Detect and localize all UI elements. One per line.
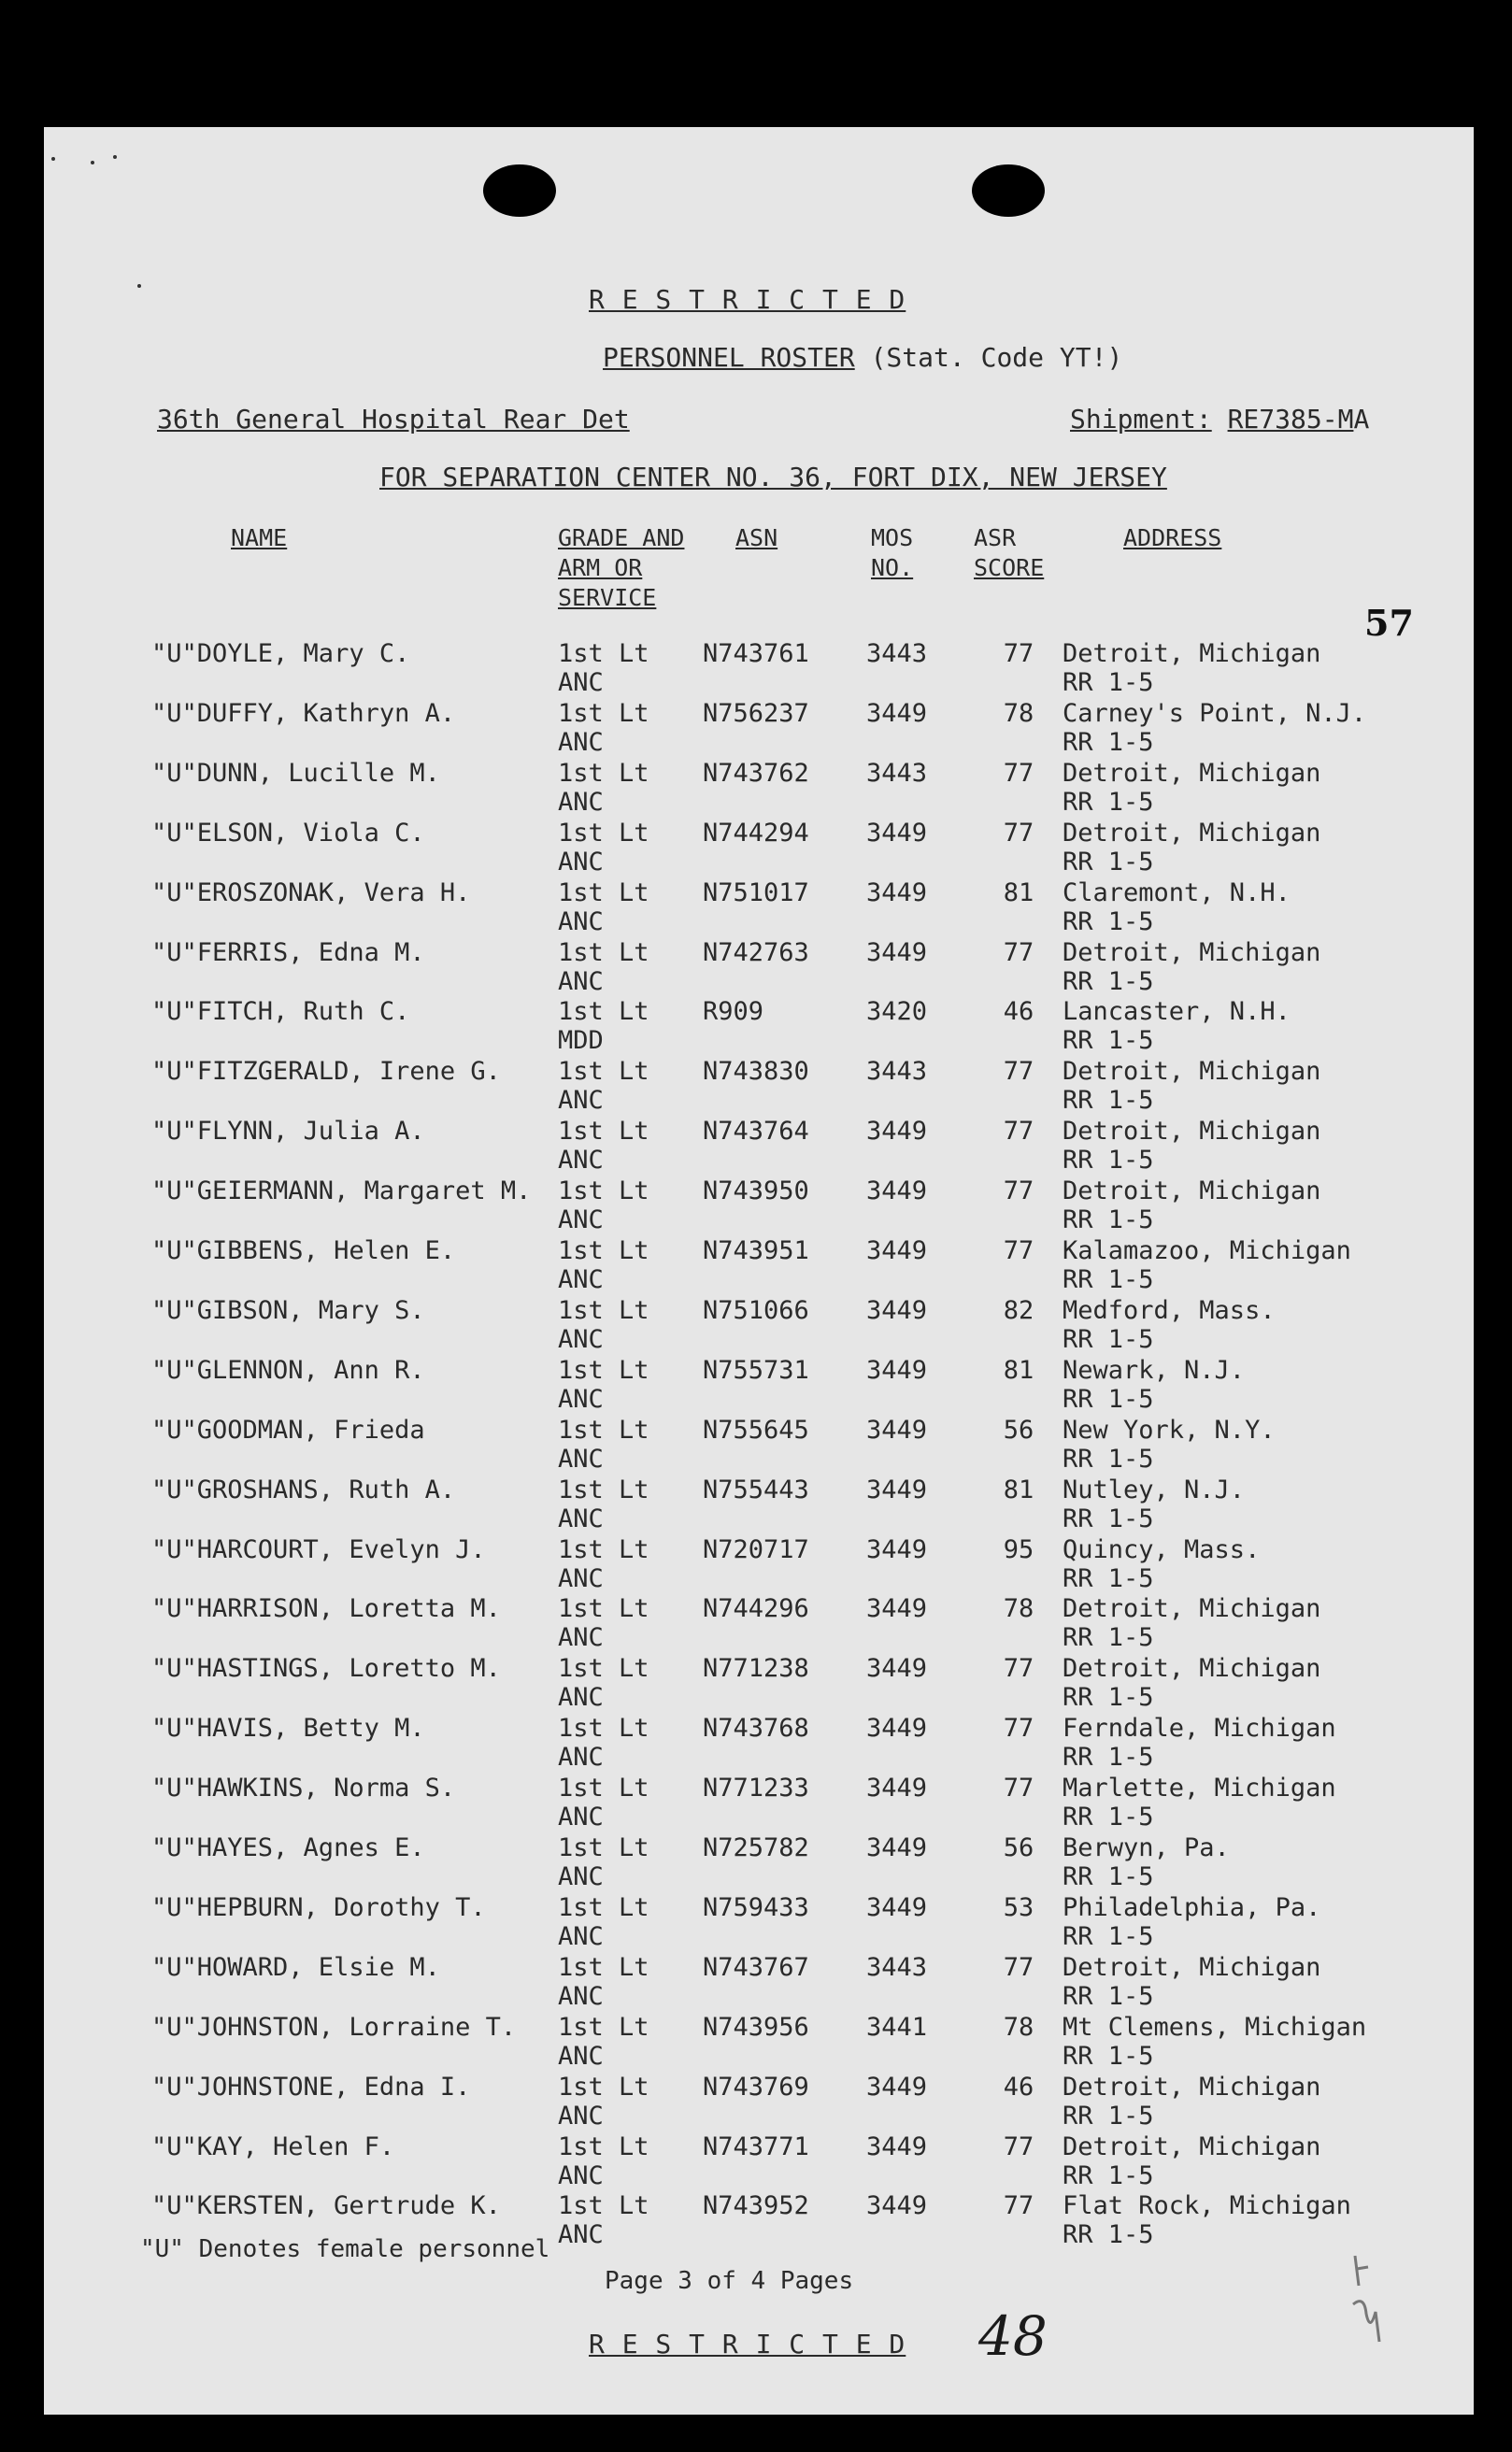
- person-name: "U"HAVIS, Betty M.: [151, 1714, 425, 1744]
- grade: 1st Lt: [558, 2012, 649, 2042]
- grade: 1st Lt: [558, 1475, 649, 1504]
- speck: [51, 157, 55, 161]
- table-row: [44, 2013, 1474, 2073]
- asn: N756237: [703, 698, 809, 728]
- asn: N743950: [703, 1176, 809, 1206]
- grade: 1st Lt: [558, 1355, 649, 1385]
- asn: N755731: [703, 1355, 809, 1385]
- mos-number: 3449: [866, 818, 928, 848]
- address: Detroit, Michigan: [1063, 1117, 1321, 1147]
- grade: 1st Lt: [558, 877, 649, 907]
- asr-score: 82: [1003, 1295, 1034, 1325]
- arm-of-service: ANC: [558, 1384, 604, 1414]
- classification-bottom: R E S T R I C T E D: [589, 2329, 906, 2359]
- col-header-asr-1: ASR: [974, 524, 1017, 551]
- grade: 1st Lt: [558, 1415, 649, 1445]
- table-row: [44, 1535, 1474, 1595]
- address: Detroit, Michigan: [1063, 639, 1321, 668]
- asn: N743768: [703, 1714, 809, 1744]
- table-row: [44, 878, 1474, 938]
- grade: 1st Lt: [558, 2072, 649, 2102]
- stat-code: (Stat. Code YT!): [870, 342, 1123, 373]
- address: Medford, Mass.: [1063, 1295, 1276, 1325]
- grade: 1st Lt: [558, 1654, 649, 1684]
- asn: N755443: [703, 1475, 809, 1504]
- asr-score: 56: [1003, 1415, 1034, 1445]
- mos-number: 3449: [866, 1594, 928, 1624]
- address: Claremont, N.H.: [1063, 877, 1291, 907]
- asr-score: 81: [1003, 1355, 1034, 1385]
- grade: 1st Lt: [558, 1952, 649, 1982]
- arm-of-service: ANC: [558, 1563, 604, 1593]
- asr-score: 77: [1003, 2191, 1034, 2221]
- asn: N755645: [703, 1415, 809, 1445]
- asr-score: 81: [1003, 1475, 1034, 1504]
- address-rr: RR 1-5: [1063, 727, 1154, 757]
- address-rr: RR 1-5: [1063, 1265, 1154, 1294]
- table-row: [44, 2073, 1474, 2132]
- mos-number: 3449: [866, 937, 928, 967]
- mos-number: 3441: [866, 2012, 928, 2042]
- page-count: Page 3 of 4 Pages: [605, 2267, 854, 2295]
- mos-number: 3443: [866, 758, 928, 788]
- col-header-asn: ASN: [735, 524, 778, 551]
- person-name: "U"DUFFY, Kathryn A.: [151, 698, 456, 728]
- table-row: [44, 1475, 1474, 1535]
- table-row: [44, 1594, 1474, 1654]
- grade: 1st Lt: [558, 2191, 649, 2221]
- mos-number: 3449: [866, 698, 928, 728]
- asn: N743951: [703, 1236, 809, 1265]
- shipment-label: Shipment:: [1070, 404, 1212, 435]
- address: Newark, N.J.: [1063, 1355, 1246, 1385]
- table-row: [44, 699, 1474, 759]
- mos-number: 3449: [866, 877, 928, 907]
- asn: N771233: [703, 1774, 809, 1803]
- address-rr: RR 1-5: [1063, 1504, 1154, 1533]
- col-header-mos: [871, 523, 913, 583]
- grade: 1st Lt: [558, 1714, 649, 1744]
- asn: N743769: [703, 2072, 809, 2102]
- mos-number: 3449: [866, 1654, 928, 1684]
- table-row: [44, 1356, 1474, 1416]
- asn: N744294: [703, 818, 809, 848]
- address-rr: RR 1-5: [1063, 966, 1154, 996]
- address: Detroit, Michigan: [1063, 758, 1321, 788]
- asn: N759433: [703, 1892, 809, 1922]
- table-row: [44, 759, 1474, 819]
- punch-hole: [483, 164, 556, 217]
- address-rr: RR 1-5: [1063, 847, 1154, 877]
- mos-number: 3449: [866, 2072, 928, 2102]
- table-row: [44, 1714, 1474, 1774]
- address: Detroit, Michigan: [1063, 818, 1321, 848]
- asr-score: 95: [1003, 1534, 1034, 1564]
- table-row: [44, 2132, 1474, 2192]
- mos-number: 3449: [866, 1774, 928, 1803]
- table-row: [44, 1236, 1474, 1296]
- arm-of-service: ANC: [558, 847, 604, 877]
- col-header-grade-1: GRADE AND: [558, 524, 685, 551]
- person-name: "U"FITCH, Ruth C.: [151, 997, 410, 1027]
- arm-of-service: ANC: [558, 1623, 604, 1653]
- roster-title: PERSONNEL ROSTER: [603, 342, 855, 373]
- asn: N751017: [703, 877, 809, 907]
- col-header-address: ADDRESS: [1123, 524, 1222, 551]
- arm-of-service: ANC: [558, 2220, 604, 2250]
- address: Detroit, Michigan: [1063, 1594, 1321, 1624]
- asr-score: 78: [1003, 2012, 1034, 2042]
- table-row: [44, 1953, 1474, 2013]
- col-header-grade-2: ARM OR: [558, 554, 643, 581]
- col-header-asr: [974, 523, 1044, 583]
- asr-score: 78: [1003, 1594, 1034, 1624]
- table-row: [44, 1296, 1474, 1356]
- handwritten-mark: [1348, 2248, 1385, 2351]
- grade: 1st Lt: [558, 2131, 649, 2161]
- address-rr: RR 1-5: [1063, 1205, 1154, 1235]
- arm-of-service: ANC: [558, 2101, 604, 2131]
- person-name: "U"JOHNSTONE, Edna I.: [151, 2072, 471, 2102]
- asn: N720717: [703, 1534, 809, 1564]
- address: Detroit, Michigan: [1063, 1654, 1321, 1684]
- address-rr: RR 1-5: [1063, 2041, 1154, 2071]
- person-name: "U"HAYES, Agnes E.: [151, 1833, 425, 1862]
- address-rr: RR 1-5: [1063, 1086, 1154, 1116]
- address-rr: RR 1-5: [1063, 906, 1154, 936]
- table-row: [44, 1176, 1474, 1236]
- arm-of-service: ANC: [558, 966, 604, 996]
- person-name: "U"FERRIS, Edna M.: [151, 937, 425, 967]
- arm-of-service: ANC: [558, 668, 604, 697]
- handwritten-number: 48: [978, 2304, 1048, 2368]
- grade: 1st Lt: [558, 1057, 649, 1087]
- table-row: [44, 1057, 1474, 1117]
- person-name: "U"GEIERMANN, Margaret M.: [151, 1176, 532, 1206]
- asn: N743761: [703, 639, 809, 668]
- col-header-grade-3: SERVICE: [558, 584, 657, 611]
- asr-score: 77: [1003, 639, 1034, 668]
- table-row: [44, 938, 1474, 998]
- arm-of-service: ANC: [558, 1205, 604, 1235]
- asr-score: 77: [1003, 1057, 1034, 1087]
- person-name: "U"HOWARD, Elsie M.: [151, 1952, 440, 1982]
- footnote: "U" Denotes female personnel: [140, 2235, 550, 2263]
- table-row: [44, 997, 1474, 1057]
- unit-name: 36th General Hospital Rear Det: [157, 404, 630, 435]
- asn: N743956: [703, 2012, 809, 2042]
- asr-score: 56: [1003, 1833, 1034, 1862]
- address: Detroit, Michigan: [1063, 937, 1321, 967]
- person-name: "U"HAWKINS, Norma S.: [151, 1774, 456, 1803]
- person-name: "U"GIBBENS, Helen E.: [151, 1236, 456, 1265]
- mos-number: 3449: [866, 1176, 928, 1206]
- asn: N743771: [703, 2131, 809, 2161]
- roster-title-line: [603, 342, 1122, 373]
- arm-of-service: ANC: [558, 787, 604, 817]
- asn: N743952: [703, 2191, 809, 2221]
- address-rr: RR 1-5: [1063, 1146, 1154, 1176]
- person-name: "U"DOYLE, Mary C.: [151, 639, 410, 668]
- col-header-grade: [558, 523, 684, 613]
- col-header-asr-2: SCORE: [974, 554, 1045, 581]
- address: Nutley, N.J.: [1063, 1475, 1246, 1504]
- grade: 1st Lt: [558, 758, 649, 788]
- address-rr: RR 1-5: [1063, 2101, 1154, 2131]
- mos-number: 3420: [866, 997, 928, 1027]
- shipment-suffix: A: [1353, 404, 1370, 435]
- asr-score: 77: [1003, 758, 1034, 788]
- asn: N743767: [703, 1952, 809, 1982]
- address: Detroit, Michigan: [1063, 1176, 1321, 1206]
- grade: 1st Lt: [558, 639, 649, 668]
- address: Mt Clemens, Michigan: [1063, 2012, 1367, 2042]
- address: Quincy, Mass.: [1063, 1534, 1261, 1564]
- address-rr: RR 1-5: [1063, 1623, 1154, 1653]
- mos-number: 3443: [866, 1952, 928, 1982]
- grade: 1st Lt: [558, 997, 649, 1027]
- person-name: "U"GLENNON, Ann R.: [151, 1355, 425, 1385]
- asr-score: 77: [1003, 1117, 1034, 1147]
- address: Detroit, Michigan: [1063, 2131, 1321, 2161]
- address: Berwyn, Pa.: [1063, 1833, 1230, 1862]
- person-name: "U"JOHNSTON, Lorraine T.: [151, 2012, 517, 2042]
- speck: [137, 284, 141, 288]
- address: Ferndale, Michigan: [1063, 1714, 1336, 1744]
- table-row: [44, 1774, 1474, 1833]
- asn: R909: [703, 997, 764, 1027]
- address-rr: RR 1-5: [1063, 1384, 1154, 1414]
- asr-score: 46: [1003, 2072, 1034, 2102]
- classification-top: R E S T R I C T E D: [589, 284, 906, 315]
- asn: N725782: [703, 1833, 809, 1862]
- arm-of-service: ANC: [558, 727, 604, 757]
- person-name: "U"FITZGERALD, Irene G.: [151, 1057, 501, 1087]
- asn: N751066: [703, 1295, 809, 1325]
- person-name: "U"GOODMAN, Frieda: [151, 1415, 425, 1445]
- grade: 1st Lt: [558, 937, 649, 967]
- mos-number: 3449: [866, 1714, 928, 1744]
- address: Kalamazoo, Michigan: [1063, 1236, 1351, 1265]
- grade: 1st Lt: [558, 1534, 649, 1564]
- asn: N743764: [703, 1117, 809, 1147]
- col-header-name: NAME: [231, 524, 288, 551]
- asn: N771238: [703, 1654, 809, 1684]
- mos-number: 3449: [866, 1833, 928, 1862]
- asr-score: 77: [1003, 1714, 1034, 1744]
- arm-of-service: ANC: [558, 2041, 604, 2071]
- asn: N742763: [703, 937, 809, 967]
- document-page: [44, 127, 1474, 2415]
- punch-hole: [972, 164, 1045, 217]
- asn: N744296: [703, 1594, 809, 1624]
- asr-score: 77: [1003, 937, 1034, 967]
- person-name: "U"ELSON, Viola C.: [151, 818, 425, 848]
- mos-number: 3443: [866, 1057, 928, 1087]
- person-name: "U"GROSHANS, Ruth A.: [151, 1475, 456, 1504]
- address-rr: RR 1-5: [1063, 1324, 1154, 1354]
- address-rr: RR 1-5: [1063, 1921, 1154, 1951]
- arm-of-service: ANC: [558, 1803, 604, 1832]
- mos-number: 3449: [866, 1355, 928, 1385]
- arm-of-service: ANC: [558, 1265, 604, 1294]
- table-row: [44, 819, 1474, 878]
- grade: 1st Lt: [558, 1176, 649, 1206]
- person-name: "U"HARCOURT, Evelyn J.: [151, 1534, 486, 1564]
- speck: [113, 155, 117, 159]
- address-rr: RR 1-5: [1063, 1444, 1154, 1474]
- table-row: [44, 1416, 1474, 1475]
- asr-score: 77: [1003, 1176, 1034, 1206]
- table-row: [44, 1117, 1474, 1176]
- address-rr: RR 1-5: [1063, 2220, 1154, 2250]
- address-rr: RR 1-5: [1063, 1862, 1154, 1891]
- address-rr: RR 1-5: [1063, 1743, 1154, 1773]
- person-name: "U"FLYNN, Julia A.: [151, 1117, 425, 1147]
- arm-of-service: ANC: [558, 1981, 604, 2011]
- asr-score: 77: [1003, 1952, 1034, 1982]
- asr-score: 81: [1003, 877, 1034, 907]
- arm-of-service: ANC: [558, 1444, 604, 1474]
- grade: 1st Lt: [558, 818, 649, 848]
- grade: 1st Lt: [558, 1892, 649, 1922]
- arm-of-service: ANC: [558, 1743, 604, 1773]
- person-name: "U"HEPBURN, Dorothy T.: [151, 1892, 486, 1922]
- address: Carney's Point, N.J.: [1063, 698, 1367, 728]
- grade: 1st Lt: [558, 698, 649, 728]
- person-name: "U"HARRISON, Loretta M.: [151, 1594, 501, 1624]
- arm-of-service: ANC: [558, 1683, 604, 1713]
- grade: 1st Lt: [558, 1117, 649, 1147]
- mos-number: 3449: [866, 1236, 928, 1265]
- asr-score: 77: [1003, 1654, 1034, 1684]
- mos-number: 3449: [866, 2191, 928, 2221]
- grade: 1st Lt: [558, 1774, 649, 1803]
- address-rr: RR 1-5: [1063, 1683, 1154, 1713]
- speck: [91, 161, 94, 164]
- table-row: [44, 1654, 1474, 1714]
- col-header-mos-2: NO.: [871, 554, 914, 581]
- address-rr: RR 1-5: [1063, 668, 1154, 697]
- asr-score: 53: [1003, 1892, 1034, 1922]
- shipment-value: RE7385-M: [1227, 404, 1354, 435]
- mos-number: 3449: [866, 1892, 928, 1922]
- address-rr: RR 1-5: [1063, 1803, 1154, 1832]
- grade: 1st Lt: [558, 1236, 649, 1265]
- mos-number: 3449: [866, 2131, 928, 2161]
- asr-score: 77: [1003, 1774, 1034, 1803]
- address: Detroit, Michigan: [1063, 1057, 1321, 1087]
- mos-number: 3449: [866, 1415, 928, 1445]
- arm-of-service: ANC: [558, 1086, 604, 1116]
- address-rr: RR 1-5: [1063, 787, 1154, 817]
- arm-of-service: ANC: [558, 1146, 604, 1176]
- asn: N743830: [703, 1057, 809, 1087]
- mos-number: 3449: [866, 1475, 928, 1504]
- arm-of-service: ANC: [558, 2160, 604, 2190]
- arm-of-service: MDD: [558, 1026, 604, 1056]
- address: Detroit, Michigan: [1063, 2072, 1321, 2102]
- address: Philadelphia, Pa.: [1063, 1892, 1321, 1922]
- mos-number: 3443: [866, 639, 928, 668]
- page-number: 57: [1364, 602, 1414, 644]
- mos-number: 3449: [866, 1534, 928, 1564]
- address-rr: RR 1-5: [1063, 1981, 1154, 2011]
- asr-score: 77: [1003, 818, 1034, 848]
- table-row: [44, 1833, 1474, 1893]
- address: Detroit, Michigan: [1063, 1952, 1321, 1982]
- arm-of-service: ANC: [558, 1921, 604, 1951]
- asr-score: 46: [1003, 997, 1034, 1027]
- mos-number: 3449: [866, 1295, 928, 1325]
- person-name: "U"KAY, Helen F.: [151, 2131, 395, 2161]
- person-name: "U"EROSZONAK, Vera H.: [151, 877, 471, 907]
- person-name: "U"HASTINGS, Loretto M.: [151, 1654, 501, 1684]
- address-rr: RR 1-5: [1063, 1563, 1154, 1593]
- destination: FOR SEPARATION CENTER NO. 36, FORT DIX, NEW JERSEY: [379, 462, 1167, 492]
- asr-score: 77: [1003, 1236, 1034, 1265]
- asn: N743762: [703, 758, 809, 788]
- address-rr: RR 1-5: [1063, 1026, 1154, 1056]
- address: Flat Rock, Michigan: [1063, 2191, 1351, 2221]
- grade: 1st Lt: [558, 1295, 649, 1325]
- table-row: [44, 639, 1474, 699]
- arm-of-service: ANC: [558, 906, 604, 936]
- person-name: "U"KERSTEN, Gertrude K.: [151, 2191, 501, 2221]
- shipment: [1070, 404, 1369, 435]
- arm-of-service: ANC: [558, 1504, 604, 1533]
- person-name: "U"GIBSON, Mary S.: [151, 1295, 425, 1325]
- asr-score: 77: [1003, 2131, 1034, 2161]
- arm-of-service: ANC: [558, 1862, 604, 1891]
- arm-of-service: ANC: [558, 1324, 604, 1354]
- table-row: [44, 1893, 1474, 1953]
- mos-number: 3449: [866, 1117, 928, 1147]
- address: New York, N.Y.: [1063, 1415, 1276, 1445]
- col-header-mos-1: MOS: [871, 524, 914, 551]
- grade: 1st Lt: [558, 1594, 649, 1624]
- address-rr: RR 1-5: [1063, 2160, 1154, 2190]
- address: Lancaster, N.H.: [1063, 997, 1291, 1027]
- person-name: "U"DUNN, Lucille M.: [151, 758, 440, 788]
- asr-score: 78: [1003, 698, 1034, 728]
- address: Marlette, Michigan: [1063, 1774, 1336, 1803]
- grade: 1st Lt: [558, 1833, 649, 1862]
